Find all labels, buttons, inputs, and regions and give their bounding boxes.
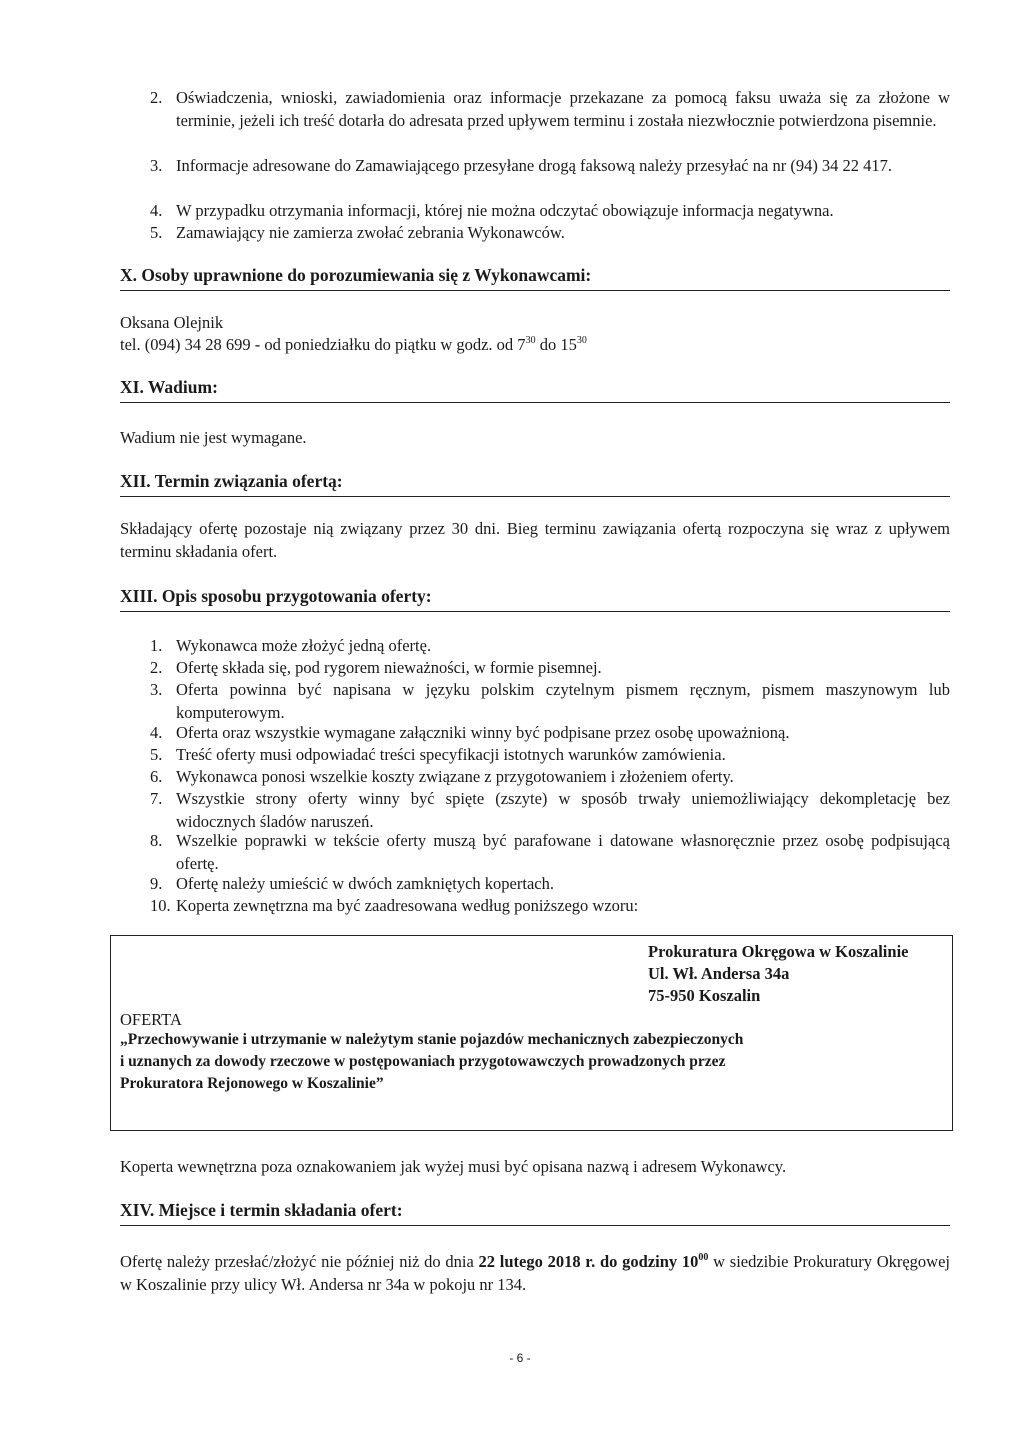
list-item	[150, 744, 950, 767]
section-heading-xiv: XIV. Miejsce i termin składania ofert:	[120, 1198, 950, 1226]
list-number: 9.	[150, 874, 163, 893]
list-item	[150, 155, 950, 178]
list-item	[150, 657, 950, 680]
submission-text-suffix: w siedzibie Prokuratury Okręgowej w Koszalinie przy ulicy Wł. Andersa nr 34a w pokoju nr 134.	[120, 1252, 951, 1294]
list-item	[150, 635, 950, 658]
contact-name: Oksana Olejnik	[120, 313, 224, 332]
list-item	[150, 722, 950, 745]
list-item	[150, 895, 950, 918]
list-text: Oferta powinna być napisana w języku polskim czytelnym pismem ręcznym, pismem maszynowym lub komputerowym.	[176, 680, 950, 722]
binding-term-text: Składający ofertę pozostaje nią związany przez 30 dni. Bieg terminu zawiązania ofertą rozpoczyna się wraz z upływem terminu składania ofert.	[120, 519, 950, 561]
envelope-subject-line2: i uznanych za dowody rzeczowe w postępowaniach przygotowawczych prowadzonych przez	[120, 1053, 726, 1070]
list-text: Wszelkie poprawki w tekście oferty muszą być parafowane i datowane własnoręcznie przez osobę podpisującą ofertę.	[176, 831, 950, 873]
envelope-address-line3: 75-950 Koszalin	[648, 986, 761, 1005]
list-number: 5.	[150, 745, 163, 764]
list-item	[150, 200, 950, 223]
list-text: Wykonawca ponosi wszelkie koszty związane z przygotowaniem i złożeniem oferty.	[176, 767, 734, 786]
contact-phone-mid: do 15	[535, 335, 577, 354]
list-text: Oferta oraz wszystkie wymagane załączniki winny być podpisane przez osobę upoważnioną.	[176, 723, 790, 742]
list-item	[150, 830, 950, 875]
list-number: 7.	[150, 789, 163, 808]
deadline-hour: do godziny 10	[599, 1252, 699, 1271]
page-number: - 6 -	[509, 1351, 531, 1365]
list-number: 1.	[150, 636, 163, 655]
list-number: 10.	[150, 896, 171, 915]
contact-phone-text: tel. (094) 34 28 699 - od poniedziałku do piątku w godz. od 7	[120, 335, 526, 354]
list-number: 8.	[150, 831, 163, 850]
list-text: Wykonawca może złożyć jedną ofertę.	[176, 636, 432, 655]
list-number: 2.	[150, 88, 163, 107]
list-text: Informacje adresowane do Zamawiającego przesyłane drogą faksową należy przesyłać na nr (94) 34 22 417.	[176, 156, 893, 175]
list-text: Wszystkie strony oferty winny być spięte (zszyte) w sposób trwały uniemożliwiający dekompletację bez widocznych śladów naruszeń.	[176, 789, 950, 831]
list-text: Ofertę składa się, pod rygorem nieważności, w formie pisemnej.	[176, 658, 602, 677]
list-item	[150, 679, 950, 724]
list-item	[150, 222, 950, 245]
list-number: 4.	[150, 723, 163, 742]
submission-deadline-text	[120, 1251, 950, 1296]
list-text: Zamawiający nie zamierza zwołać zebrania Wykonawców.	[176, 223, 565, 242]
wadium-text: Wadium nie jest wymagane.	[120, 428, 307, 447]
list-number: 2.	[150, 658, 163, 677]
list-number: 4.	[150, 201, 163, 220]
list-number: 6.	[150, 767, 163, 786]
contact-phone	[120, 334, 587, 357]
section-heading-x: X. Osoby uprawnione do porozumiewania się z Wykonawcami:	[120, 263, 950, 291]
list-number: 3.	[150, 680, 163, 699]
section-heading-xi: XI. Wadium:	[120, 375, 950, 403]
list-text: Ofertę należy umieścić w dwóch zamkniętych kopertach.	[176, 874, 554, 893]
section-heading-xiii: XIII. Opis sposobu przygotowania oferty:	[120, 584, 950, 612]
list-text: Koperta zewnętrzna ma być zaadresowana według poniższego wzoru:	[176, 896, 639, 915]
envelope-offer-label: OFERTA	[120, 1010, 182, 1029]
envelope-address-line2: Ul. Wł. Andersa 34a	[648, 964, 790, 983]
submission-text-prefix: Ofertę należy przesłać/złożyć nie później niż do dnia	[120, 1252, 479, 1271]
deadline-date: 22 lutego 2018 r.	[478, 1252, 596, 1271]
list-text: W przypadku otrzymania informacji, której nie można odczytać obowiązuje informacja negatywna.	[176, 201, 834, 220]
list-text: Treść oferty musi odpowiadać treści specyfikacji istotnych warunków zamówienia.	[176, 745, 726, 764]
envelope-template-box	[110, 935, 953, 1131]
section-heading-xii: XII. Termin związania ofertą:	[120, 469, 950, 497]
envelope-subject-line1: „Przechowywanie i utrzymanie w należytym stanie pojazdów mechanicznych zabezpieczonych	[120, 1031, 744, 1048]
list-text: Oświadczenia, wnioski, zawiadomienia oraz informacje przekazane za pomocą faksu uważa się za złożone w terminie, jeżeli ich treść dotarła do adresata przed upływem terminu i została niezwłocznie potwierdzona pisemnie.	[176, 88, 950, 130]
list-number: 3.	[150, 156, 163, 175]
deadline-hour-superscript: 00	[698, 1251, 709, 1263]
list-item	[150, 873, 950, 896]
time-to-superscript: 30	[576, 334, 587, 346]
list-item	[150, 766, 950, 789]
envelope-address-line1: Prokuratura Okręgowa w Koszalinie	[648, 942, 909, 961]
list-number: 5.	[150, 223, 163, 242]
inner-envelope-note: Koperta wewnętrzna poza oznakowaniem jak wyżej musi być opisana nazwą i adresem Wykonawcy.	[120, 1157, 787, 1176]
time-from-superscript: 30	[525, 334, 536, 346]
list-item	[150, 87, 950, 132]
list-item	[150, 788, 950, 833]
envelope-subject-line3: Prokuratora Rejonowego w Koszalinie”	[120, 1075, 384, 1092]
